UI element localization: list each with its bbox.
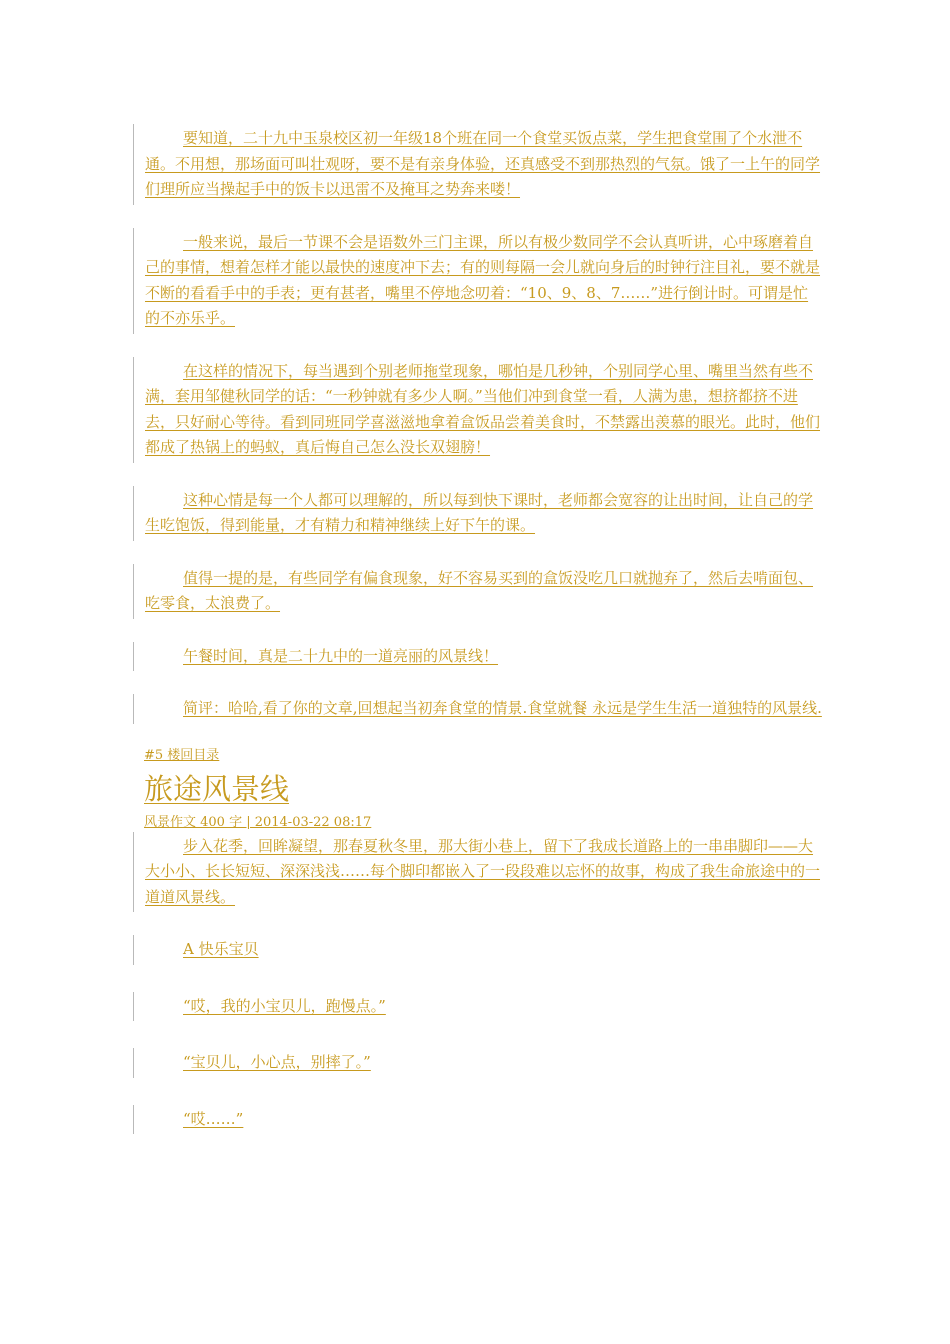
paragraph: [133, 832, 823, 913]
back-to-toc-link[interactable]: #5 楼回目录: [144, 747, 220, 763]
paragraph-link[interactable]: “宝贝儿，小心点，别摔了。”: [183, 1053, 371, 1071]
paragraph: [133, 486, 823, 541]
paragraph-link[interactable]: 在这样的情况下，每当遇到个别老师拖堂现象，哪怕是几秒钟，个别同学心里、嘴里当然有些不满，套用邹健秋同学的话：“一秒钟就有多少人啊。”当他们冲到食堂一看，人满为患，想挤都挤不进去，只好耐心等待。看到同班同学喜滋滋地拿着盒饭品尝着美食时，不禁露出羡慕的眼光。此时，他们都成了热锅上的蚂蚁，真后悔自己怎么没长双翅膀！: [145, 361, 821, 456]
paragraph: [133, 357, 823, 463]
paragraph: [133, 642, 823, 672]
paragraph: [133, 1048, 823, 1078]
paragraph: [133, 992, 823, 1022]
paragraph-link[interactable]: “哎，我的小宝贝儿，跑慢点。”: [183, 996, 386, 1015]
paragraph: [133, 228, 823, 334]
paragraph-link[interactable]: 值得一提的是，有些同学有偏食现象，好不容易买到的盒饭没吃几口就抛弃了，然后去啃面包、吃零食，太浪费了。: [145, 568, 814, 612]
section-heading-link[interactable]: A 快乐宝贝: [183, 940, 259, 958]
paragraph-link[interactable]: 要知道，二十九中玉泉校区初一年级18个班在同一个食堂买饭点菜，学生把食堂围了个水泄不通。不用想，那场面可叫壮观呀，要不是有亲身体验，还真感受不到那热烈的气氛。饿了一上午的同学们理所应当操起手中的饭卡以迅雷不及掩耳之势奔来喽！: [145, 129, 821, 198]
paragraph-link[interactable]: 步入花季，回眸凝望，那春夏秋冬里，那大街小巷上，留下了我成长道路上的一串串脚印——大大小小、长长短短、深深浅浅……每个脚印都嵌入了一段段难以忘怀的故事，构成了我生命旅途中的一道道风景线。: [145, 836, 821, 906]
document-content: [133, 124, 823, 1161]
review-paragraph: [133, 694, 823, 724]
article-title[interactable]: 旅途风景线: [144, 771, 290, 806]
paragraph-link[interactable]: 一般来说，最后一节课不会是语数外三门主课，所以有极少数同学不会认真听讲，心中琢磨着自己的事情，想着怎样才能以最快的速度冲下去；有的则每隔一会儿就向身后的时钟行注目礼，要不就是不断的看看手中的手表；更有甚者，嘴里不停地念叨着：“10、9、8、7……”进行倒计时。可谓是忙的不亦乐乎。: [145, 232, 821, 327]
paragraph: [133, 1105, 823, 1135]
article-meta[interactable]: 风景作文 400 字 | 2014-03-22 08:17: [144, 814, 372, 830]
review-link[interactable]: 简评：哈哈,看了你的文章,回想起当初奔食堂的情景.食堂就餐 永远是学生生活一道独特的风景线.: [183, 699, 822, 717]
paragraph-link[interactable]: “哎……”: [183, 1109, 244, 1128]
paragraph: [133, 124, 823, 205]
paragraph: [133, 564, 823, 619]
paragraph-link[interactable]: 这种心情是每一个人都可以理解的，所以每到快下课时，老师都会宽容的让出时间，让自己的学生吃饱饭，得到能量，才有精力和精神继续上好下午的课。: [145, 490, 814, 534]
paragraph: [133, 935, 823, 965]
paragraph-link[interactable]: 午餐时间，真是二十九中的一道亮丽的风景线！: [183, 646, 499, 665]
